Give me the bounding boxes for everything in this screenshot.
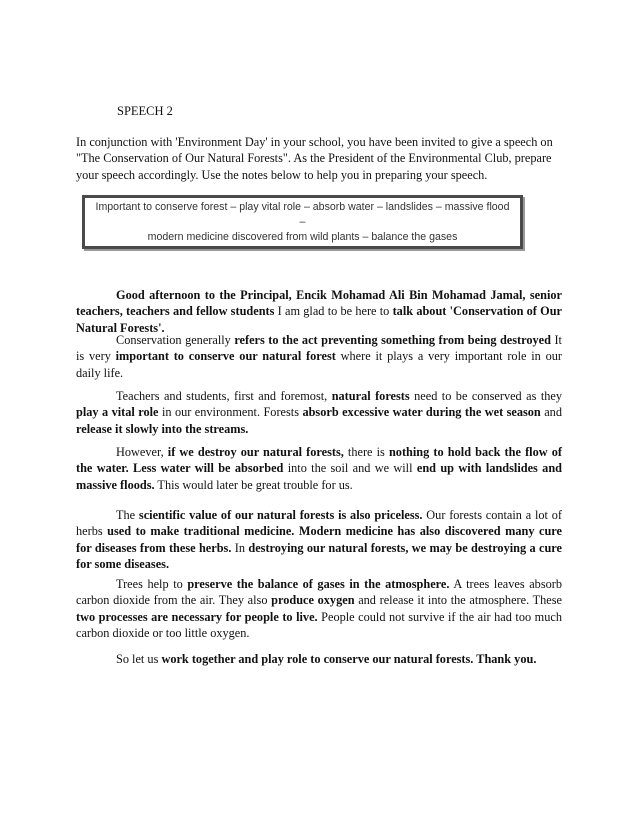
bold-phrase: produce oxygen [271,593,355,608]
speech-paragraph-conservation [76,332,562,381]
bold-phrase: talk about 'Conservation of Our Natural Forests'. [76,304,563,335]
task-instructions: In conjunction with 'Environment Day' in your school, you have been invited to give a speech on "The Conservation of Our Natural Forests". As the President of the Environmental Club, prepare your speech accordingly. Use the notes below to help you in preparing your speech. [76,135,553,182]
bold-phrase: release it slowly into the streams. [76,421,249,436]
text-run: This would later be great trouble for us. [154,477,353,492]
bold-phrase: end up with landslides and massive floods. [76,461,563,492]
bold-phrase: used to make traditional medicine. Modern medicine has also discovered many cure for diseases from these herbs. [76,524,562,555]
bold-phrase: natural forests [331,389,410,403]
text-run: and release it into the atmosphere. These [354,593,562,608]
text-run: A trees leaves absorb carbon dioxide from the air. They also [76,577,562,608]
text-run: where it plays a very important role in our daily life. [76,349,562,380]
notes-text [93,200,512,245]
bold-phrase: important to conserve our natural forest [115,349,336,364]
bold-phrase: play a vital role [76,405,159,420]
text-run: However, [116,445,168,459]
speech-paragraph-greeting [76,287,562,336]
bold-phrase: Good afternoon to the Principal, Encik Mohamad Ali Bin Mohamad Jamal, senior teachers, teachers and fellow students [76,288,562,319]
text-run: there is [343,445,389,459]
speech-paragraph-vital-role [76,388,562,437]
notes-line-2: modern medicine discovered from wild plants – balance the gases [147,230,458,243]
bold-phrase: if we destroy our natural forests, [167,445,344,459]
text-run: into the soil and we will [283,461,417,476]
speech-heading: SPEECH 2 [117,104,173,118]
bold-phrase: destroying our natural forests, we may be destroying a cure for some diseases. [76,540,562,572]
text-run: and [540,405,562,420]
text-run: The [116,508,139,522]
speech-paragraph-floods [76,444,562,493]
text-run: In [231,540,249,555]
text-run: Trees help to [116,577,188,591]
bold-phrase: refers to the act preventing something from being destroyed [234,333,551,347]
speech-paragraph-gases [76,576,562,642]
text-run: in our environment. Forests [158,405,303,420]
bold-phrase: preserve the balance of gases in the atmosphere. [187,577,450,591]
bold-phrase: nothing to hold back the flow of the water. Less water will be absorbed [76,445,562,476]
speech-paragraph-closing [76,651,562,667]
text-run: I am glad to be here to [274,304,393,319]
text-run: need to be conserved as they [409,389,563,403]
speech-paragraph-medicine [76,507,562,573]
bold-phrase: absorb excessive water during the wet season [302,405,541,420]
text-run: Our forests contain a lot of herbs [76,508,562,539]
text-run: So let us [116,652,162,666]
bold-phrase: two processes are necessary for people to live. [76,609,318,624]
text-run: People could not survive if the air had too much carbon dioxide or too little oxygen. [76,609,562,641]
text-run: Conservation generally [116,333,235,347]
notes-line-1: Important to conserve forest – play vital role – absorb water – landslides – massive flood – [95,200,510,228]
text-run: Teachers and students, first and foremost, [116,389,332,403]
text-run: It is very [76,333,562,364]
notes-box [82,195,523,249]
bold-phrase: work together and play role to conserve our natural forests. Thank you. [161,652,537,666]
bold-phrase: scientific value of our natural forests is also priceless. [138,508,423,522]
